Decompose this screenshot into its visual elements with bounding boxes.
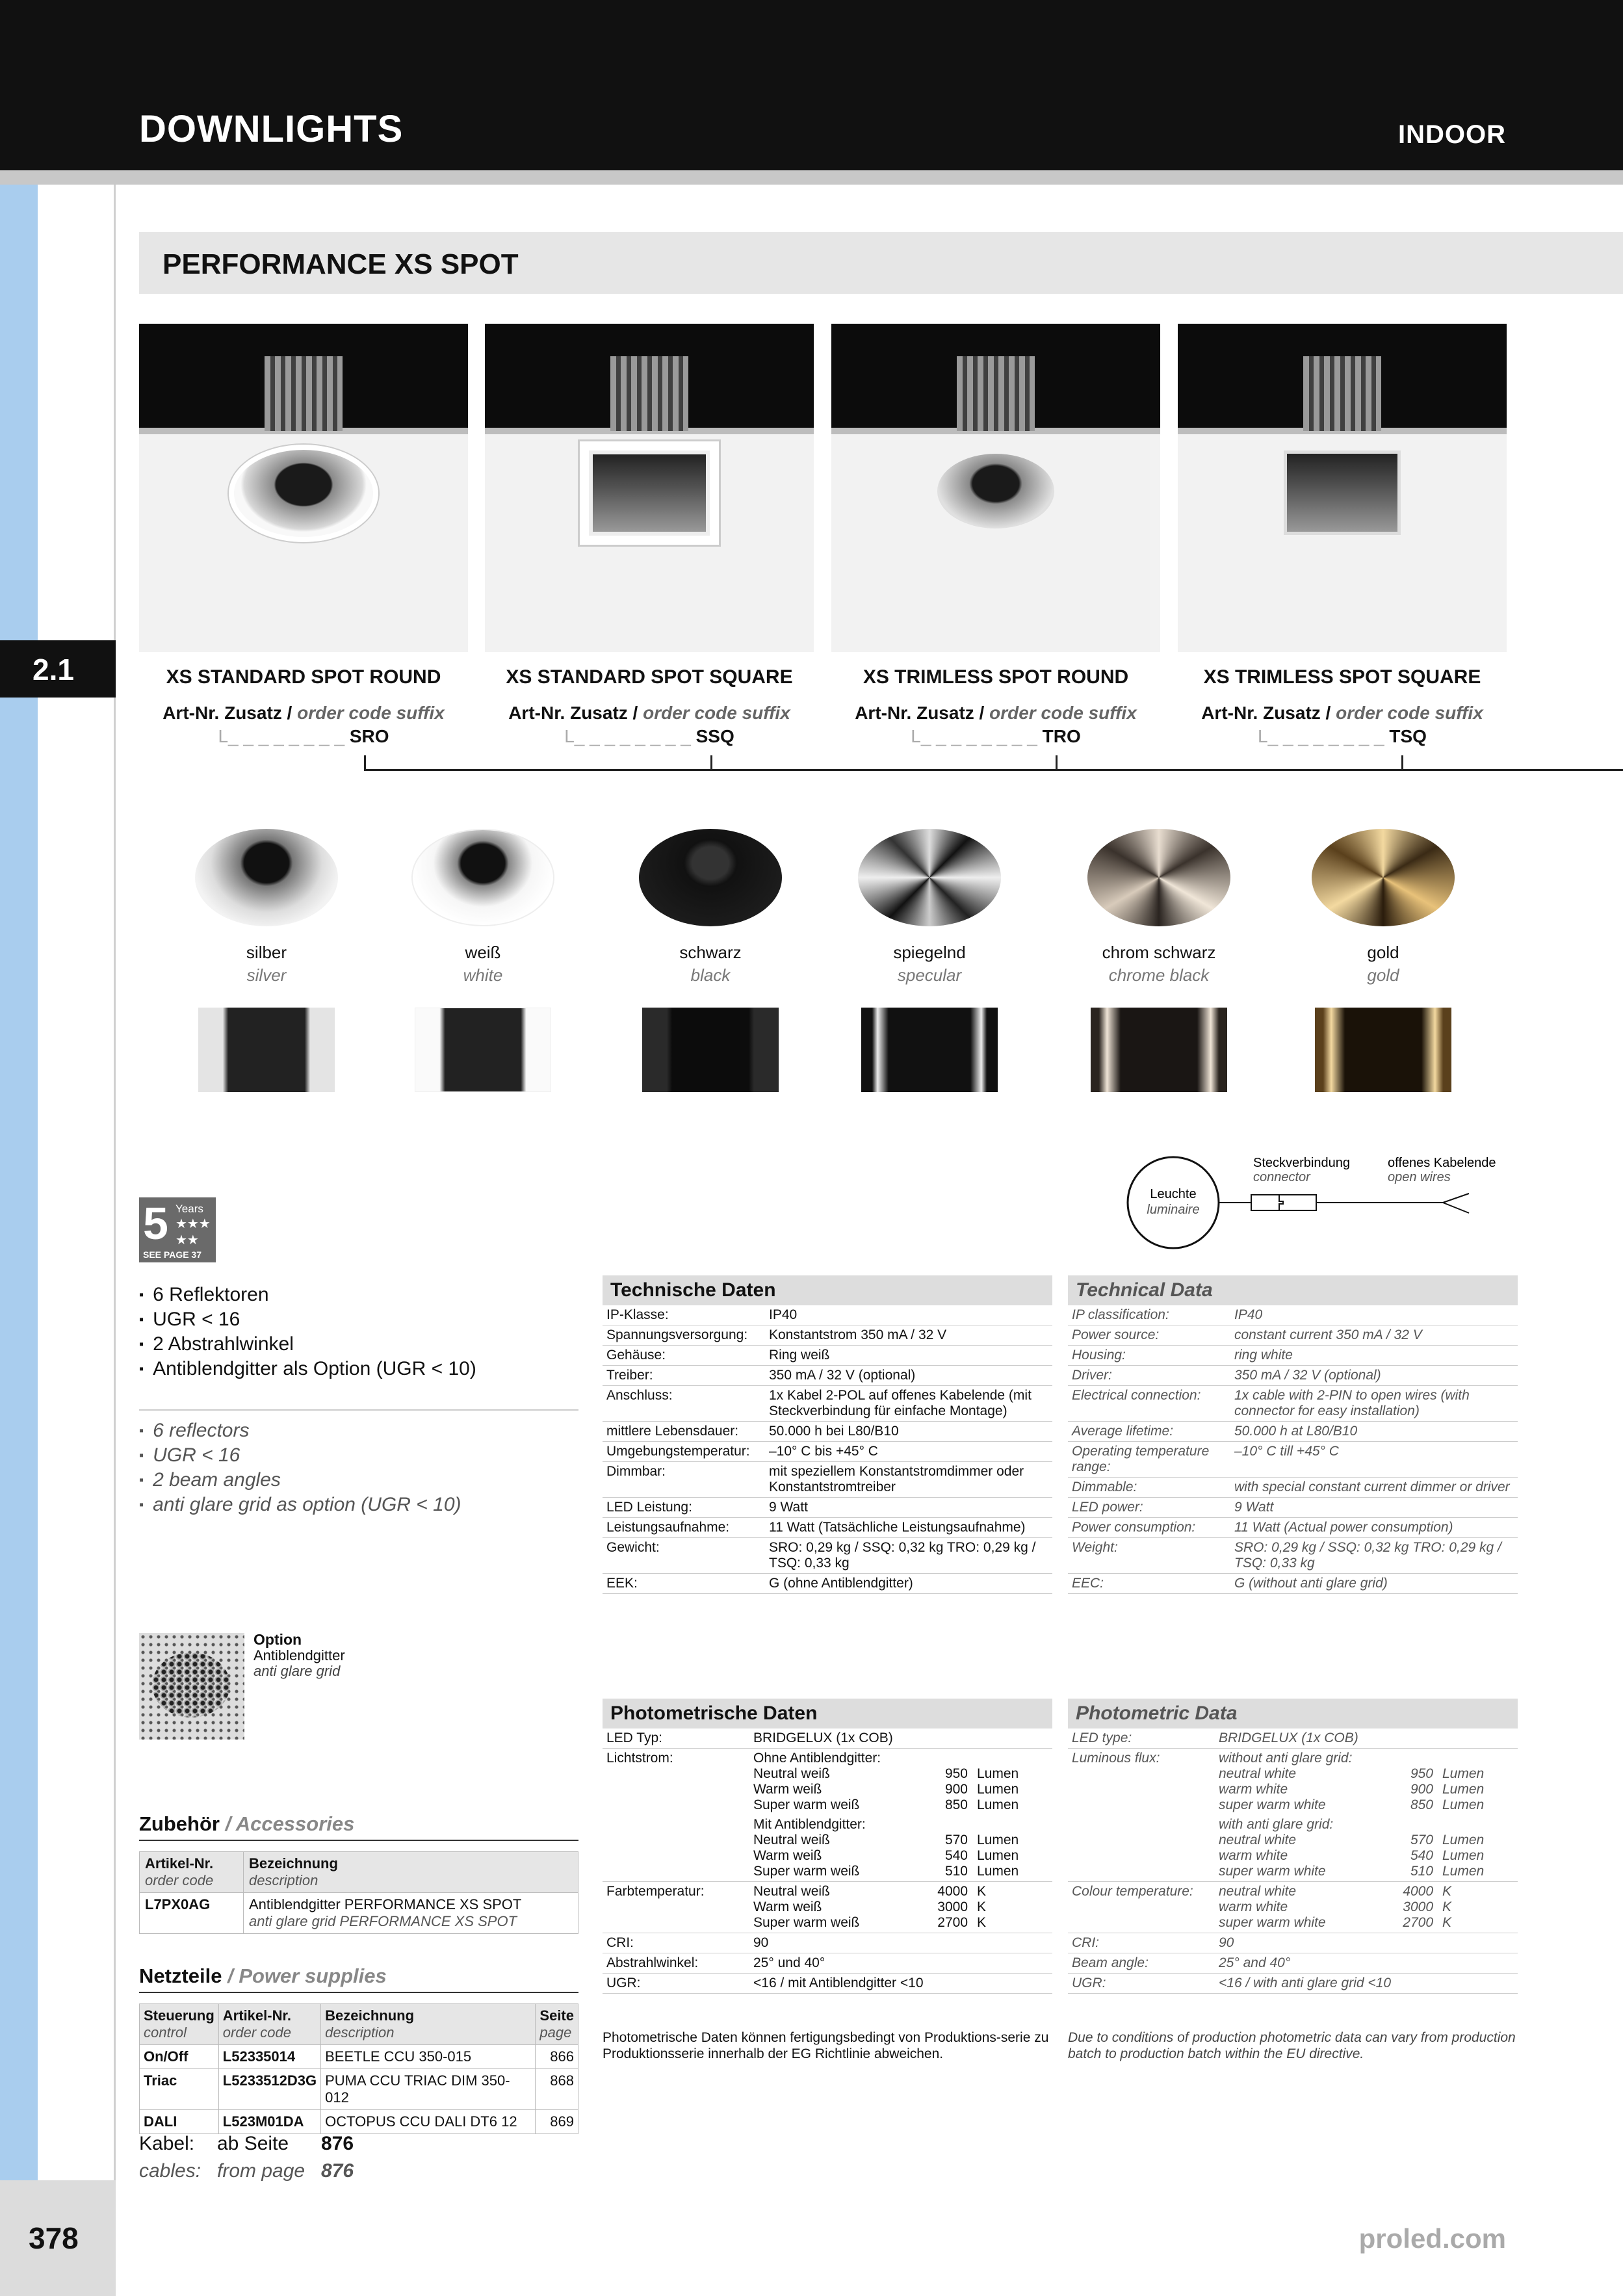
table-title: Photometric Data <box>1068 1699 1518 1729</box>
table-row: Power consumption: 11 Watt (Actual power consumption) <box>1068 1518 1518 1538</box>
section-number: 2.1 <box>0 640 116 698</box>
code-bracket-tick <box>364 755 366 770</box>
luminaire-label: Leuchte <box>1150 1187 1197 1201</box>
table-row: Luminous flux: without anti glare grid: neutral white 950 Lumen warm white 900 Lumen super warm white 850 Lumen with anti glare grid: neutral white 570 Lumen warm white 540 Lumen super warm white 510 Lumen <box>1068 1749 1518 1882</box>
table-row: UGR: <16 / mit Antiblendgitter <10 <box>603 1974 1052 1994</box>
variant-caption: XS STANDARD SPOT ROUND Art-Nr. Zusatz / order code suffix L_ _ _ _ _ _ _ _ SRO <box>162 666 445 746</box>
table-row: Gewicht: SRO: 0,29 kg / SSQ: 0,32 kg TRO: 0,29 kg / TSQ: 0,33 kg <box>603 1538 1052 1574</box>
code-bracket-tick <box>1056 755 1058 770</box>
variant-caption: XS TRIMLESS SPOT ROUND Art-Nr. Zusatz / order code suffix L_ _ _ _ _ _ _ _ TRO <box>855 666 1137 746</box>
code-bracket-tick <box>710 755 712 770</box>
reflector-label: spiegelnd specular <box>893 943 966 985</box>
power-supplies-heading: Netzteile / Power supplies <box>139 1964 387 1987</box>
table-row: Weight: SRO: 0,29 kg / SSQ: 0,32 kg TRO: 0,29 kg / TSQ: 0,33 kg <box>1068 1538 1518 1574</box>
open-wires-label-en: open wires <box>1388 1170 1451 1184</box>
connector-label-en: connector <box>1253 1170 1310 1184</box>
product-photo-standard-square <box>485 324 814 652</box>
feature-item: ▪ 6 Reflektoren <box>139 1283 581 1307</box>
reflector-label: chrom schwarz chrome black <box>1102 943 1216 985</box>
table-row: On/Off L52335014 BEETLE CCU 350-015 866 <box>140 2045 578 2069</box>
header-underline <box>0 170 1623 185</box>
code-bracket-tick <box>1401 755 1403 770</box>
table-row: EEK: G (ohne Antiblendgitter) <box>603 1574 1052 1594</box>
table-row: Operating temperature range: –10° C till +45° C <box>1068 1442 1518 1478</box>
table-row: CRI: 90 <box>1068 1933 1518 1953</box>
accessories-heading: Zubehör / Accessories <box>139 1812 355 1835</box>
side-strip <box>0 185 38 2180</box>
table-row: Average lifetime: 50.000 h at L80/B10 <box>1068 1422 1518 1442</box>
warranty-badge: 5 Years ★★★ ★★ SEE PAGE 37 <box>139 1197 216 1262</box>
table-row: Lichtstrom: Ohne Antiblendgitter: Neutral weiß 950 Lumen Warm weiß 900 Lumen Super warm weiß 850 Lumen Mit Antiblendgitter: Neutral weiß 570 Lumen Warm weiß 540 Lumen Super warm weiß 510 Lumen <box>603 1749 1052 1882</box>
reflector-specular <box>858 829 1001 926</box>
table-row: UGR: <16 / with anti glare grid <10 <box>1068 1974 1518 1994</box>
feature-item: ▪ 2 beam angles <box>139 1468 581 1493</box>
brand-url[interactable]: proled.com <box>1358 2223 1506 2254</box>
reflector-label: schwarz black <box>679 943 742 985</box>
feature-item: ▪ Antiblendgitter als Option (UGR < 10) <box>139 1357 581 1381</box>
variant-caption: XS TRIMLESS SPOT SQUARE Art-Nr. Zusatz / order code suffix L_ _ _ _ _ _ _ _ TSQ <box>1201 666 1483 746</box>
divider <box>139 1840 578 1841</box>
open-wires-label: offenes Kabelende <box>1388 1156 1496 1170</box>
connection-diagram <box>1105 1151 1508 1255</box>
square-reflector-silver <box>198 1008 335 1092</box>
table-row: Power source: constant current 350 mA / 32 V <box>1068 1325 1518 1346</box>
reflector-white <box>411 829 554 926</box>
variant-caption: XS STANDARD SPOT SQUARE Art-Nr. Zusatz / order code suffix L_ _ _ _ _ _ _ _ SSQ <box>506 666 793 746</box>
square-reflector-specular <box>861 1008 998 1092</box>
reflector-chrome-black <box>1087 829 1230 926</box>
page-subcategory: INDOOR <box>1398 120 1506 149</box>
cables-reference: Kabel: ab Seite 876 cables: from page 876 <box>139 2133 354 2182</box>
table-row: IP-Klasse: IP40 <box>603 1305 1052 1325</box>
page-number: 378 <box>29 2221 79 2255</box>
table-title: Technical Data <box>1068 1275 1518 1305</box>
code-bracket-line <box>364 769 1623 771</box>
photometric-note-de: Photometrische Daten können fertigungsbedingt von Produktions-serie zu Produktionsserie innerhalb der EG Richtlinie abweichen. <box>603 2030 1049 2061</box>
table-row: Housing: ring white <box>1068 1346 1518 1366</box>
table-row: IP classification: IP40 <box>1068 1305 1518 1325</box>
table-row: Umgebungstemperatur: –10° C bis +45° C <box>603 1442 1052 1462</box>
product-photo-standard-round <box>139 324 468 652</box>
features-de <box>139 1283 581 1381</box>
technical-data-en <box>1068 1275 1518 1594</box>
table-row: LED Typ: BRIDGELUX (1x COB) <box>603 1729 1052 1749</box>
square-reflector-gold <box>1315 1008 1451 1092</box>
table-row: Leistungsaufnahme: 11 Watt (Tatsächliche Leistungsaufnahme) <box>603 1518 1052 1538</box>
photometric-data-en <box>1068 1699 1518 1994</box>
table-row: Beam angle: 25° and 40° <box>1068 1953 1518 1974</box>
table-row: Anschluss: 1x Kabel 2-POL auf offenes Kabelende (mit Steckverbindung für einfache Montage) <box>603 1386 1052 1422</box>
table-row: DALI L523M01DA OCTOPUS CCU DALI DT6 12 869 <box>140 2110 578 2134</box>
reflector-label: silber silver <box>246 943 287 985</box>
anti-glare-grid-image <box>139 1633 244 1740</box>
product-photo-trimless-square <box>1178 324 1507 652</box>
table-title: Photometrische Daten <box>603 1699 1052 1729</box>
feature-item: ▪ UGR < 16 <box>139 1307 581 1332</box>
feature-item: ▪ anti glare grid as option (UGR < 10) <box>139 1493 581 1517</box>
feature-item: ▪ 6 reflectors <box>139 1418 581 1443</box>
table-row: Dimmbar: mit speziellem Konstantstromdimmer oder Konstantstromtreiber <box>603 1462 1052 1498</box>
photometric-note-en: Due to conditions of production photometric data can vary from production batch to production batch within the EU directive. <box>1068 2030 1516 2061</box>
square-reflector-black <box>642 1008 779 1092</box>
square-reflector-white <box>415 1008 551 1092</box>
table-row: Abstrahlwinkel: 25° und 40° <box>603 1953 1052 1974</box>
feature-item: ▪ UGR < 16 <box>139 1443 581 1468</box>
table-row: Spannungsversorgung: Konstantstrom 350 mA / 32 V <box>603 1325 1052 1346</box>
page-category-title: DOWNLIGHTS <box>139 108 404 150</box>
table-row: Electrical connection: 1x cable with 2-PIN to open wires (with connector for easy installation) <box>1068 1386 1518 1422</box>
power-supplies-table: Steuerung control Artikel-Nr. order code Bezeichnung description Seite page On/Off L52335014 BEETLE CCU 350-015 866 Triac L5233512D3G PUMA CCU TRIAC DIM 350-012 868 DALI L523M01DA OCTOPUS CCU DALI DT6 12 869 <box>139 2003 578 2134</box>
divider <box>139 1409 578 1411</box>
table-title: Technische Daten <box>603 1275 1052 1305</box>
features-en <box>139 1418 581 1517</box>
table-row: LED Leistung: 9 Watt <box>603 1498 1052 1518</box>
luminaire-label-en: luminaire <box>1147 1203 1200 1217</box>
table-row: mittlere Lebensdauer: 50.000 h bei L80/B10 <box>603 1422 1052 1442</box>
table-row: LED power: 9 Watt <box>1068 1498 1518 1518</box>
reflector-label: gold gold <box>1367 943 1399 985</box>
table-row: Gehäuse: Ring weiß <box>603 1346 1052 1366</box>
product-title: PERFORMANCE XS SPOT <box>162 248 519 280</box>
table-row: LED type: BRIDGELUX (1x COB) <box>1068 1729 1518 1749</box>
reflector-label: weiß white <box>463 943 503 985</box>
feature-item: ▪ 2 Abstrahlwinkel <box>139 1332 581 1357</box>
table-row: Treiber: 350 mA / 32 V (optional) <box>603 1366 1052 1386</box>
option-text: Option Antiblendgitter anti glare grid <box>253 1631 345 1679</box>
technical-data-de <box>603 1275 1052 1594</box>
accessories-table: Artikel-Nr. order code Bezeichnung description L7PX0AG Antiblendgitter PERFORMANCE XS SPOT anti glare grid PERFORMANCE XS SPOT <box>139 1851 578 1934</box>
connector-label: Steckverbindung <box>1253 1156 1350 1170</box>
photometric-data-de <box>603 1699 1052 1994</box>
margin-rule <box>114 185 116 2296</box>
reflector-black <box>639 829 782 926</box>
table-row: Dimmable: with special constant current dimmer or driver <box>1068 1478 1518 1498</box>
square-reflector-chrome-black <box>1091 1008 1227 1092</box>
divider <box>139 1992 578 1993</box>
table-row: Driver: 350 mA / 32 V (optional) <box>1068 1366 1518 1386</box>
reflector-silver <box>195 829 338 926</box>
table-row: Colour temperature: neutral white 4000 K warm white 3000 K super warm white 2700 K <box>1068 1882 1518 1933</box>
product-photo-trimless-round <box>831 324 1160 652</box>
table-row: L7PX0AG Antiblendgitter PERFORMANCE XS SPOT anti glare grid PERFORMANCE XS SPOT <box>140 1893 578 1934</box>
table-row: EEC: G (without anti glare grid) <box>1068 1574 1518 1594</box>
table-row: Triac L5233512D3G PUMA CCU TRIAC DIM 350-012 868 <box>140 2069 578 2110</box>
table-row: CRI: 90 <box>603 1933 1052 1953</box>
reflector-gold <box>1312 829 1455 926</box>
table-row: Farbtemperatur: Neutral weiß 4000 K Warm weiß 3000 K Super warm weiß 2700 K <box>603 1882 1052 1933</box>
